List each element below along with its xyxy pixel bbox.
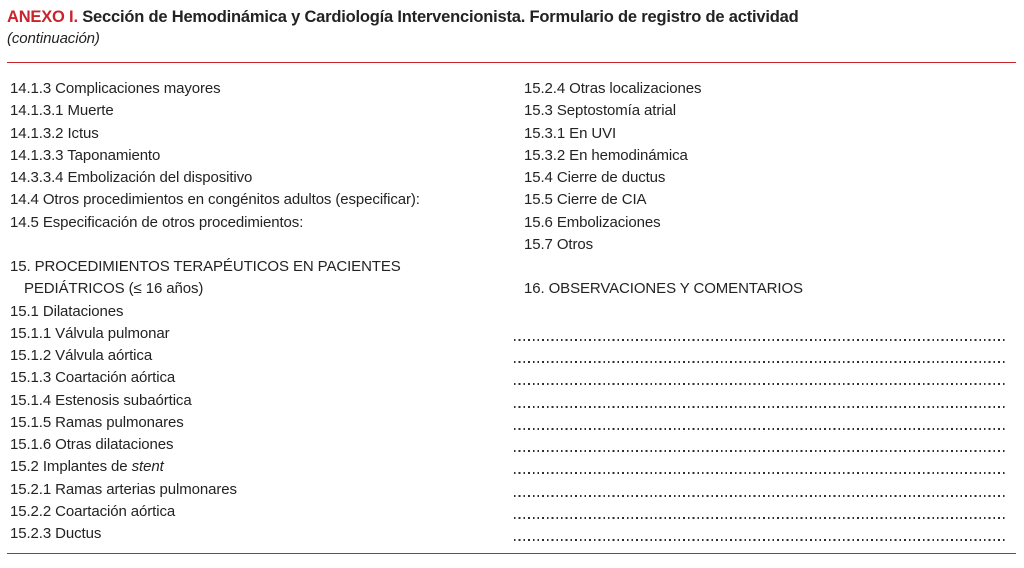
dotted-fill-line [514,501,1014,523]
form-item-text: 15.2 Implantes de [10,458,132,476]
dotted-fill-line [514,345,1014,367]
form-item-text: 14.5 Especificación de otros procedimientos: [10,213,304,231]
form-item-text: 14.1.3 Complicaciones mayores [10,80,221,97]
form-item-text: 14.4 Otros procedimientos en congénitos adultos (especificar): [10,191,420,209]
form-item [10,123,514,145]
dotted-fill-line [514,434,1014,456]
form-item-text: 15.1.1 Válvula pulmonar [10,324,170,342]
form-item-text: 16. OBSERVACIONES Y COMENTARIOS [524,280,803,298]
top-rule [7,62,1016,63]
form-item [514,212,1014,234]
form-body [0,78,1024,545]
form-item [514,100,1014,122]
page-title [7,6,1016,29]
form-item-text: 15.1.6 Otras dilataciones [10,436,174,453]
form-item [514,78,1014,100]
form-item-text: 15.4 Cierre de ductus [524,169,666,186]
blank-line [514,256,1014,278]
form-item [10,323,514,345]
form-item [10,145,514,167]
right-column [514,78,1014,545]
form-item-text: stent [131,458,164,476]
form-item [10,278,514,300]
form-item [514,123,1014,145]
form-item [10,523,514,545]
document-title-text: Sección de Hemodinámica y Cardiología Intervencionista. Formulario de registro de actividad [82,8,799,26]
form-item [10,301,514,323]
form-item [514,189,1014,211]
blank-line [10,234,514,256]
document-header [0,0,1024,48]
form-item-text: 15.1.2 Válvula aórtica [10,347,153,364]
form-item [514,145,1014,167]
form-item [514,278,1014,300]
form-item-text: 14.3.3.4 Embolización del dispositivo [10,169,253,186]
form-item [10,434,514,456]
form-item [10,501,514,523]
form-item [10,456,514,478]
dotted-fill-line [514,367,1014,389]
left-column [0,78,514,545]
dotted-fill-line [514,412,1014,434]
dotted-fill-line [514,479,1014,501]
form-item-text: 15.3 Septostomía atrial [524,102,676,120]
blank-line [514,301,1014,323]
form-item-text: 15.3.2 En hemodinámica [524,146,688,164]
form-item-text: 15.1.4 Estenosis subaórtica [10,391,192,409]
form-item-text: 15. PROCEDIMIENTOS TERAPÉUTICOS EN PACIENTES [10,258,401,275]
form-item-text: 15.2.4 Otras localizaciones [524,80,702,97]
form-item [10,412,514,434]
form-item-text: 15.2.3 Ductus [10,525,102,542]
form-item [10,167,514,189]
form-item [10,479,514,501]
form-item-text: 15.1.3 Coartación aórtica [10,369,176,387]
form-item-text: 15.7 Otros [524,235,594,253]
form-item-text: 15.5 Cierre de CIA [524,191,647,209]
continuation-note: (continuación) [7,30,100,47]
dotted-fill-line [514,456,1014,478]
form-item [10,100,514,122]
form-item [10,345,514,367]
form-item [10,78,514,100]
form-item [10,390,514,412]
form-item-text: 15.2.2 Coartación aórtica [10,502,176,520]
form-item-text: PEDIÁTRICOS (≤ 16 años) [24,280,204,298]
form-item [10,256,514,278]
form-item [10,212,514,234]
form-item-text: 15.3.1 En UVI [524,124,617,142]
form-item-text: 14.1.3.3 Taponamiento [10,146,161,164]
form-item-text: 14.1.3.2 Ictus [10,124,99,142]
form-item [10,189,514,211]
form-item [10,367,514,389]
dotted-fill-line [514,323,1014,345]
dotted-fill-line [514,390,1014,412]
bottom-rule [7,553,1016,554]
form-item-text: 15.1.5 Ramas pulmonares [10,413,184,431]
form-item-text: 14.1.3.1 Muerte [10,102,114,120]
dotted-fill-line [514,523,1014,545]
form-item-text: 15.2.1 Ramas arterias pulmonares [10,480,237,498]
form-item [514,234,1014,256]
form-item-text: 15.1 Dilataciones [10,302,124,320]
form-item-text: 15.6 Embolizaciones [524,213,661,231]
annex-label: ANEXO I. [7,8,78,26]
form-item [514,167,1014,189]
